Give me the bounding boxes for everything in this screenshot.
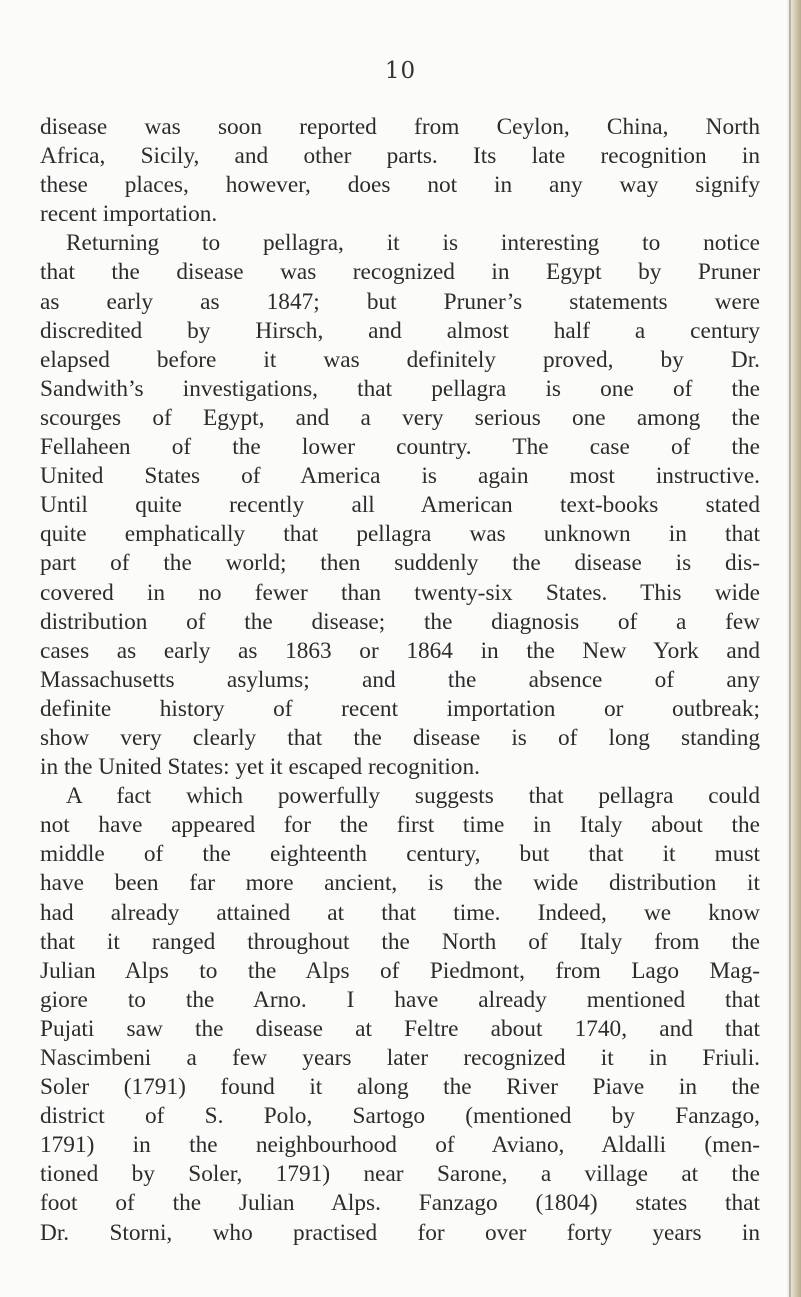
text-line: discredited by Hirsch, and almost half a century: [40, 317, 760, 344]
text-line: foot of the Julian Alps. Fanzago (1804) states that: [40, 1190, 760, 1217]
text-line: covered in no fewer than twenty-six States. This wide: [40, 579, 760, 606]
text-line: as early as 1847; but Pruner’s statements were: [40, 288, 760, 315]
text-line: Soler (1791) found it along the River Piave in the: [40, 1074, 760, 1101]
text-line: Returning to pellagra, it is interesting to notice: [66, 230, 760, 257]
text-line: not have appeared for the first time in Italy about the: [40, 812, 760, 839]
text-line: United States of America is again most instructive.: [40, 463, 760, 490]
text-line: A fact which powerfully suggests that pellagra could: [66, 783, 760, 810]
text-line: had already attained at that time. Indeed, we know: [40, 899, 760, 926]
text-line: middle of the eighteenth century, but that it must: [40, 841, 760, 868]
page-edge-line: [789, 0, 791, 1297]
page-number: 10: [384, 58, 417, 84]
text-line: definite history of recent importation or outbreak;: [40, 695, 760, 722]
text-line: part of the world; then suddenly the disease is dis-: [40, 550, 760, 577]
text-line: that it ranged throughout the North of Italy from the: [40, 928, 760, 955]
text-line: elapsed before it was definitely proved, by Dr.: [40, 346, 760, 373]
text-line: distribution of the disease; the diagnosis of a few: [40, 608, 760, 635]
text-line: tioned by Soler, 1791) near Sarone, a village at the: [40, 1161, 760, 1188]
text-line: show very clearly that the disease is of long standing: [40, 724, 760, 751]
text-line: Pujati saw the disease at Feltre about 1740, and that: [40, 1015, 760, 1042]
text-line: 1791) in the neighbourhood of Aviano, Aldalli (men-: [40, 1132, 760, 1159]
text-line: disease was soon reported from Ceylon, China, North: [40, 114, 760, 140]
text-line: Africa, Sicily, and other parts. Its late recognition in: [40, 143, 760, 170]
text-line: cases as early as 1863 or 1864 in the New York and: [40, 637, 760, 664]
text-line: in the United States: yet it escaped recognition.: [40, 754, 480, 781]
text-line: Julian Alps to the Alps of Piedmont, from Lago Mag-: [40, 957, 760, 984]
text-line: Massachusetts asylums; and the absence of any: [40, 666, 760, 693]
text-line: scourges of Egypt, and a very serious one among the: [40, 404, 760, 431]
text-line: Dr. Storni, who practised for over forty years in: [40, 1219, 760, 1246]
text-line: quite emphatically that pellagra was unknown in that: [40, 521, 760, 548]
text-line: that the disease was recognized in Egypt by Pruner: [40, 259, 760, 286]
text-line: these places, however, does not in any way signify: [40, 172, 760, 199]
text-line: district of S. Polo, Sartogo (mentioned by Fanzago,: [40, 1103, 760, 1130]
text-line: recent importation.: [40, 201, 218, 228]
text-line: giore to the Arno. I have already mentioned that: [40, 986, 760, 1013]
text-line: have been far more ancient, is the wide distribution it: [40, 870, 760, 897]
body-text: [40, 113, 760, 1248]
text-line: Nascimbeni a few years later recognized it in Friuli.: [40, 1045, 760, 1071]
text-line: Sandwith’s investigations, that pellagra is one of the: [40, 375, 760, 402]
text-line: Fellaheen of the lower country. The case of the: [40, 434, 760, 461]
text-line: Until quite recently all American text-books stated: [40, 492, 760, 519]
